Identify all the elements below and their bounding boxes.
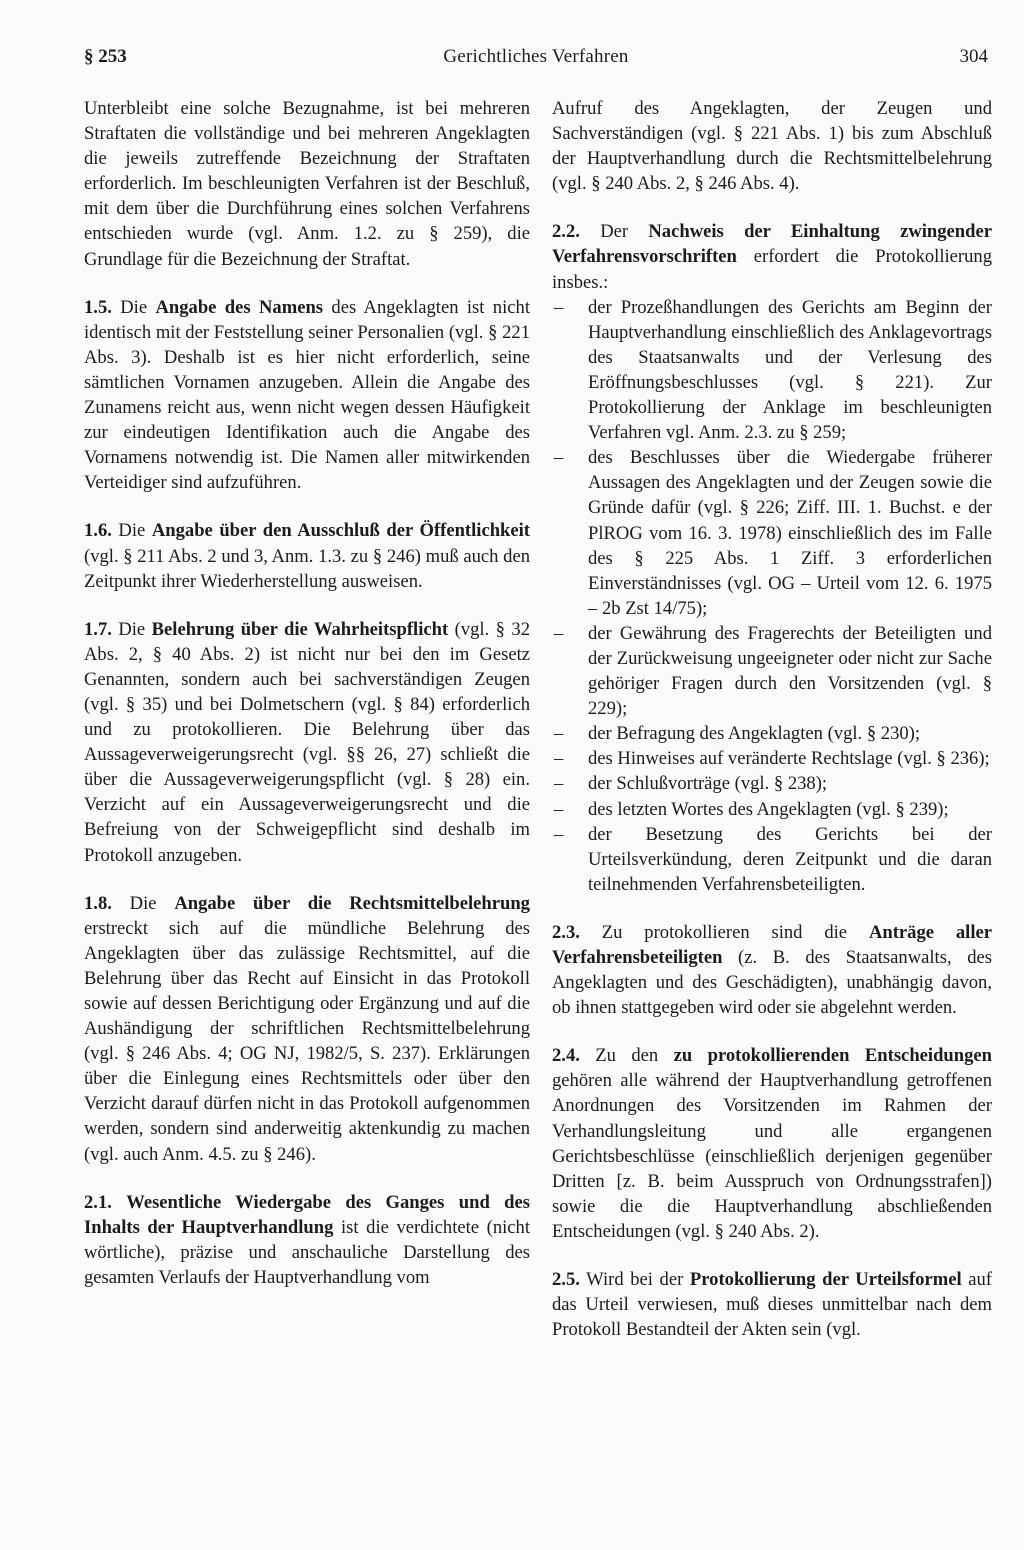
paragraph-keyword: Protokollierung der Urteilsformel xyxy=(689,1269,962,1291)
paragraph-number: 2.4. xyxy=(552,1045,580,1067)
list-item xyxy=(552,746,992,771)
paragraph-text: Die xyxy=(111,892,175,914)
paragraph-number: 1.6. xyxy=(84,520,112,542)
list-item xyxy=(552,721,992,746)
list-item-text: des letzten Wortes des Angeklagten (vgl. § 239); xyxy=(588,798,949,820)
paragraph-number: 1.5. xyxy=(84,296,112,318)
list-item xyxy=(552,445,992,621)
paragraph-text xyxy=(112,1192,126,1213)
paragraph-text: ist die verdichtete (nicht wörtliche), präzise und anschauliche Darstellung des gesamten Verlaufs der Hauptverhandlung vom xyxy=(84,1216,530,1288)
list-item-text: der Befragung des Angeklagten (vgl. § 230); xyxy=(588,723,921,745)
paragraph-continuation: Unterbleibt eine solche Bezugnahme, ist bei mehreren Straftaten die vollständige und bei mehreren Angeklagten die jeweils zutreffende Bezeichnung der Straftaten erforderlich. Im beschleunigten Verfahren ist der Beschluß, mit dem über die Durchführung eines solchen Verfahrens entschieden wurde (vgl. Anm. 1.2. zu § 259), die Grundlage für die Bezeichnung der Straftat. xyxy=(84,98,530,270)
dash-bullet: – xyxy=(554,773,564,795)
section-marker: § 253 xyxy=(84,46,127,67)
paragraph-2-1 xyxy=(84,1190,530,1290)
paragraph-text: Wird bei der xyxy=(579,1269,690,1291)
paragraph-number: 1.7. xyxy=(84,618,112,640)
paragraph-text: Zu protokollieren sind die xyxy=(579,921,869,943)
paragraph-text: gehören alle während der Hauptverhandlung getroffenen Anordnungen des Vorsitzenden im Rahmen der Verhandlungsleitung und alle ergangenen Gerichtsbeschlüsse (einschließlich derjenigen gegenüber Dritten [z. B. beim Ausspruch von Ordnungsstrafen]) sowie die die Hauptverhandlung abschließenden Entscheidungen (vgl. § 240 Abs. 2). xyxy=(552,1070,992,1242)
paragraph-1-5 xyxy=(84,295,530,496)
running-header xyxy=(84,46,988,82)
paragraph-2-4 xyxy=(552,1043,992,1244)
list-item xyxy=(552,822,992,897)
list-item xyxy=(552,621,992,721)
list-item-text: des Beschlusses über die Wiedergabe früherer Aussagen des Angeklagten und der Zeugen sowie die Gründe dafür (vgl. § 226; Ziff. III. 1. Buchst. e der PlROG vom 16. 3. 1978) einschließlich des im Falle des § 225 Abs. 1 Ziff. 3 erforderlichen Einverständnisses (vgl. OG – Urteil vom 12. 6. 1975 – 2b Zst 14/75); xyxy=(588,447,992,619)
paragraph-1-8 xyxy=(84,891,530,1167)
paragraph-keyword: Angabe über die Rechtsmittelbelehrung xyxy=(174,892,530,914)
dash-bullet: – xyxy=(554,622,564,644)
paragraph-number: 2.1. xyxy=(84,1191,112,1213)
list-item-text: der Gewährung des Fragerechts der Beteiligten und der Zurückweisung ungeeigneter oder nicht zur Sache gehöriger Fragen durch den Vorsitzenden (vgl. § 229); xyxy=(588,622,992,720)
paragraph-keyword: Angabe über den Ausschluß der Öffentlichkeit xyxy=(151,520,530,542)
left-column xyxy=(84,96,530,1290)
paragraph-continuation: Aufruf des Angeklagten, der Zeugen und Sachverständigen (vgl. § 221 Abs. 1) bis zum Abschluß der Hauptverhandlung durch die Rechtsmittelbelehrung (vgl. § 240 Abs. 2, § 246 Abs. 4). xyxy=(552,98,992,195)
list-item xyxy=(552,295,992,446)
paragraph-keyword: zu protokollierenden Entscheidungen xyxy=(673,1045,992,1067)
paragraph-text: (z. B. des Staatsanwalts, des Angeklagten und des Geschädigten), unabhängig davon, ob ihnen stattgegeben wird oder sie abgelehnt werden. xyxy=(552,947,992,1019)
paragraph-text: (vgl. § 32 Abs. 2, § 40 Abs. 2) ist nicht nur bei den im Gesetz Genannten, sondern auch bei sachverständigen Zeugen (vgl. § 35) und bei Dolmetschern (vgl. § 84) erforderlich und zu protokollieren. Die Belehrung über das Aussageverweigerungsrecht (vgl. §§ 26, 27) schließt die über die Aussageverweigerungspflicht (vgl. § 28) ein. Verzicht auf ein Aussageverweigerungsrecht und die Befreiung von der Schweigepflicht sind deshalb im Protokoll anzugeben. xyxy=(84,618,530,866)
page-number: 304 xyxy=(959,46,988,67)
paragraph-text: auf das Urteil verwiesen, muß dieses unmittelbar nach dem Protokoll Bestandteil der Akten sein (vgl. xyxy=(552,1269,992,1341)
dash-bullet: – xyxy=(554,296,564,318)
paragraph-number: 1.8. xyxy=(84,892,112,914)
paragraph-keyword: Angabe des Namens xyxy=(155,296,324,318)
paragraph-2-5 xyxy=(552,1267,992,1342)
paragraph-1-7 xyxy=(84,617,530,868)
paragraph-text: des Angeklagten ist nicht identisch mit der Feststellung seiner Personalien (vgl. § 221 Abs. 3). Deshalb ist es hier nicht erforderlich, seine sämtlichen Vornamen anzugeben. Allein die Angabe des Zunamens reicht aus, wenn nicht wegen dessen Häufigkeit zur eindeutigen Identifikation auch die Angabe des Vornamens notwendig ist. Die Namen aller mitwirkenden Verteidiger sind aufzuführen. xyxy=(84,296,530,494)
list-item xyxy=(552,771,992,796)
paragraph-keyword: Belehrung über die Wahrheitspflicht xyxy=(151,618,449,640)
dash-bullet: – xyxy=(554,823,564,845)
list-item-text: des Hinweises auf veränderte Rechtslage (vgl. § 236); xyxy=(588,748,990,770)
paragraph-text: Die xyxy=(111,296,156,318)
paragraph-text: Der xyxy=(579,221,649,243)
dash-bullet: – xyxy=(554,723,564,745)
paragraph-text: Die xyxy=(111,618,152,640)
running-title: Gerichtliches Verfahren xyxy=(443,46,629,67)
dash-bullet: – xyxy=(554,748,564,770)
paragraph-1-6 xyxy=(84,518,530,593)
paragraph-text: Die xyxy=(111,520,152,542)
procedural-list xyxy=(552,295,992,897)
paragraph-text: (vgl. § 211 Abs. 2 und 3, Anm. 1.3. zu § 246) muß auch den Zeitpunkt ihrer Wiederherstellung ausweisen. xyxy=(84,545,530,592)
paragraph-text: Zu den xyxy=(579,1045,674,1067)
paragraph-number: 2.5. xyxy=(552,1269,580,1291)
paragraph-keyword: Anträge aller Verfahrensbeteiligten xyxy=(552,921,992,968)
list-item xyxy=(552,797,992,822)
right-column xyxy=(552,96,992,1342)
paragraph-keyword: Wesentliche Wiedergabe des Ganges und des Inhalts der Hauptverhandlung xyxy=(84,1191,530,1238)
paragraph-2-3 xyxy=(552,920,992,1020)
list-item-text: der Prozeßhandlungen des Gerichts am Beginn der Hauptverhandlung einschließlich des Anklagevortrags des Staatsanwalts und der Verlesung des Eröffnungsbeschlusses (vgl. § 221). Zur Protokollierung der Anklage im beschleunigten Verfahren vgl. Anm. 2.3. zu § 259; xyxy=(588,296,992,444)
paragraph-number: 2.3. xyxy=(552,921,580,943)
paragraph-keyword: Nachweis der Einhaltung zwingender Verfahrensvorschriften xyxy=(552,221,992,268)
paragraph-text: erfordert die Protokollierung insbes.: xyxy=(552,246,992,293)
paragraph-number: 2.2. xyxy=(552,221,580,243)
dash-bullet: – xyxy=(554,798,564,820)
paragraph-2-2 xyxy=(552,219,992,294)
list-item-text: der Besetzung des Gerichts bei der Urteilsverkündung, deren Zeitpunkt und die daran teilnehmenden Verfahrensbeteiligten. xyxy=(588,823,992,895)
list-item-text: der Schlußvorträge (vgl. § 238); xyxy=(588,773,828,795)
paragraph-text: erstreckt sich auf die mündliche Belehrung des Angeklagten über das zulässige Rechtsmittel, auf die Belehrung über das Recht auf Einsicht in das Protokoll sowie auf dessen Berichtigung oder Ergänzung und auf die Aushändigung der schriftlichen Rechtsmittelbelehrung (vgl. § 246 Abs. 4; OG NJ, 1982/5, S. 237). Erklärungen über die Einlegung eines Rechtsmittels oder über den Verzicht darauf dürfen nicht in das Protokoll aufgenommen werden, sondern sind anderweitig aktenkundig zu machen (vgl. auch Anm. 4.5. zu § 246). xyxy=(84,917,530,1165)
dash-bullet: – xyxy=(554,447,564,469)
